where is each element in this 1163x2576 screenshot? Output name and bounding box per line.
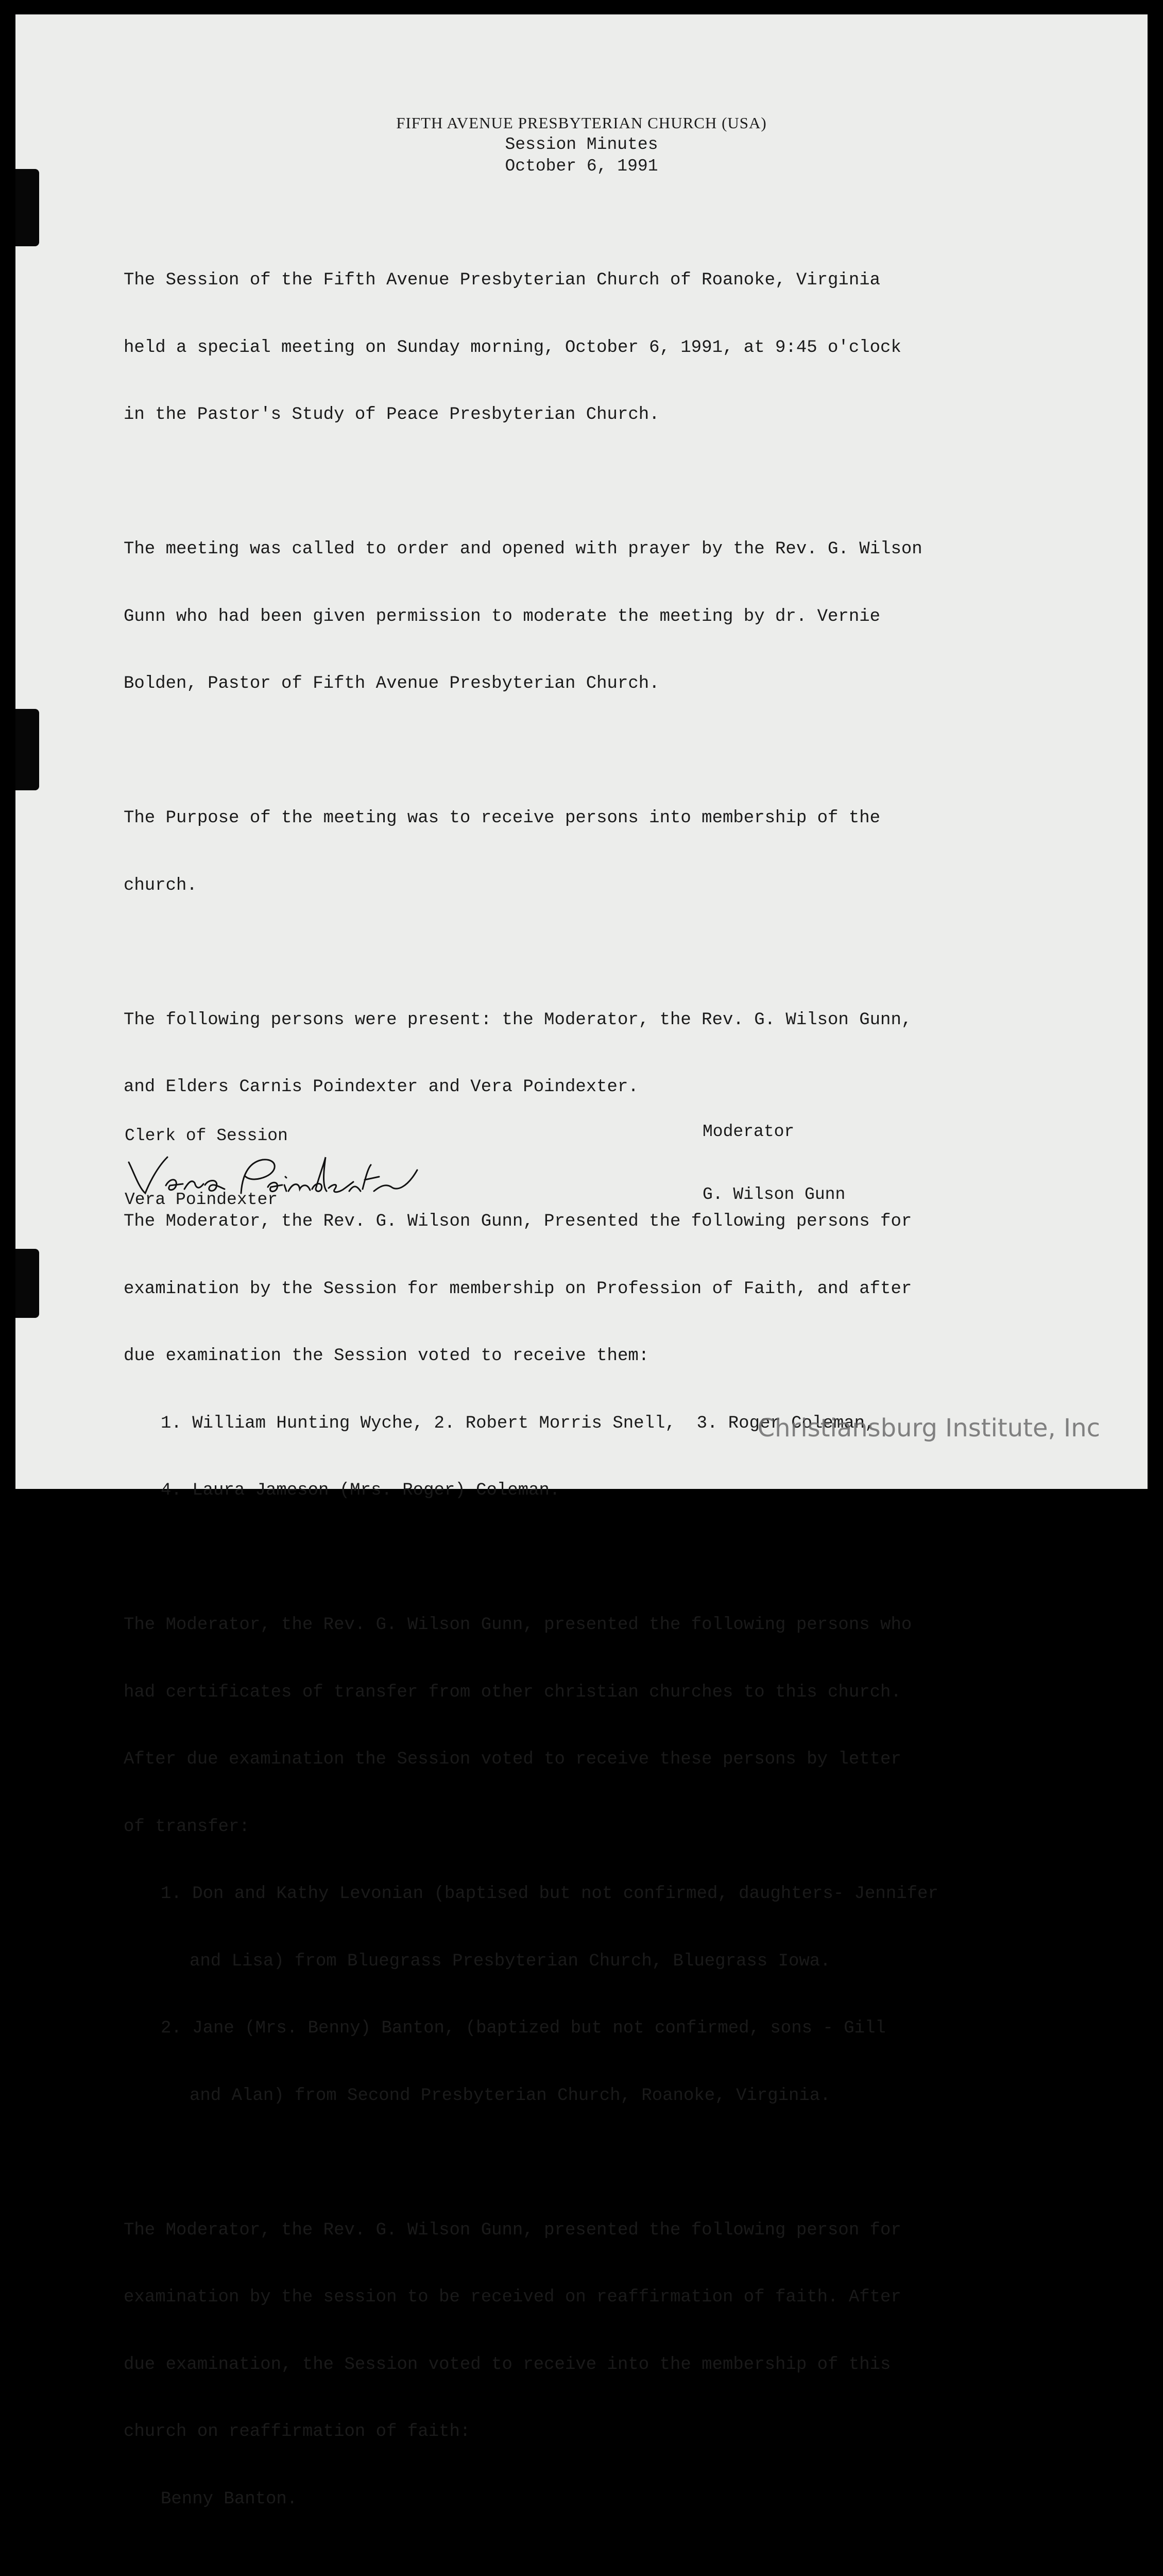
text-line: of transfer: xyxy=(124,1817,250,1837)
text-line: Bolden, Pastor of Fifth Avenue Presbyterian Church. xyxy=(124,674,660,693)
clerk-name: Vera Poindexter xyxy=(125,1190,278,1209)
list-item-continuation: and Lisa) from Bluegrass Presbyterian Church, Bluegrass Iowa. xyxy=(190,1951,831,1971)
text-line: The Session of the Fifth Avenue Presbyterian Church of Roanoke, Virginia xyxy=(124,270,881,290)
text-line: The Moderator, the Rev. G. Wilson Gunn, presented the following person for xyxy=(124,2220,901,2240)
reaffirmed-member-name: Benny Banton. xyxy=(161,2489,298,2509)
text-line: The Moderator, the Rev. G. Wilson Gunn, presented the following persons who xyxy=(124,1615,912,1635)
text-line: had certificates of transfer from other christian churches to this church. xyxy=(124,1682,901,1702)
list-item: 1. William Hunting Wyche, 2. Robert Morris Snell, 3. Roger Coleman, xyxy=(161,1413,876,1433)
text-line: church. xyxy=(124,875,197,895)
paragraph-transfer xyxy=(124,1569,1030,2152)
list-item: 2. Jane (Mrs. Benny) Banton, (baptized but not confirmed, sons - Gill xyxy=(161,2019,886,2038)
list-item: 1. Don and Kathy Levonian (baptised but not confirmed, daughters- Jennifer xyxy=(161,1884,938,1904)
text-line: After due examination the Session voted to receive these persons by letter xyxy=(124,1750,901,1769)
document-page xyxy=(15,14,1148,2509)
list-item-continuation: and Alan) from Second Presbyterian Church, Roanoke, Virginia. xyxy=(190,2086,831,2106)
text-line: Gunn who had been given permission to moderate the meeting by dr. Vernie xyxy=(124,606,881,626)
text-line: due examination, the Session voted to receive into the membership of this xyxy=(124,2354,891,2375)
text-line: The following persons were present: the Moderator, the Rev. G. Wilson Gunn, xyxy=(124,1010,912,1030)
text-line: The Purpose of the meeting was to receive persons into membership of the xyxy=(124,808,881,828)
moderator-title: Moderator xyxy=(703,1122,795,1141)
text-line: examination by the session to be received on reaffirmation of faith. After xyxy=(124,2287,901,2307)
text-line: held a special meeting on Sunday morning, October 6, 1991, at 9:45 o'clock xyxy=(124,337,901,358)
text-line: and Elders Carnis Poindexter and Vera Poindexter. xyxy=(124,1077,639,1097)
list-item: 4. Laura Jameson (Mrs. Roger) Coleman. xyxy=(161,1481,560,1500)
clerk-title: Clerk of Session xyxy=(125,1126,288,1145)
meeting-date: October 6, 1991 xyxy=(505,157,658,176)
text-line: The Moderator, the Rev. G. Wilson Gunn, Presented the following persons for xyxy=(124,1212,912,1231)
moderator-name: G. Wilson Gunn xyxy=(703,1185,846,1204)
document-type: Session Minutes xyxy=(505,135,658,154)
text-line: due examination the Session voted to receive them: xyxy=(124,1346,649,1366)
text-line: The meeting was called to order and opened with prayer by the Rev. G. Wilson xyxy=(124,539,922,559)
archive-watermark: Christiansburg Institute, Inc xyxy=(757,1414,1100,1443)
text-line: in the Pastor's Study of Peace Presbyterian Church. xyxy=(124,405,660,425)
text-line: church on reaffirmation of faith: xyxy=(124,2422,471,2442)
text-line: examination by the Session for membership on Profession of Faith, and after xyxy=(124,1279,912,1299)
paragraph-reaffirmation xyxy=(124,2175,1030,2556)
signature-block xyxy=(15,14,1148,1489)
church-name: FIFTH AVENUE PRESBYTERIAN CHURCH (USA) xyxy=(396,114,767,132)
